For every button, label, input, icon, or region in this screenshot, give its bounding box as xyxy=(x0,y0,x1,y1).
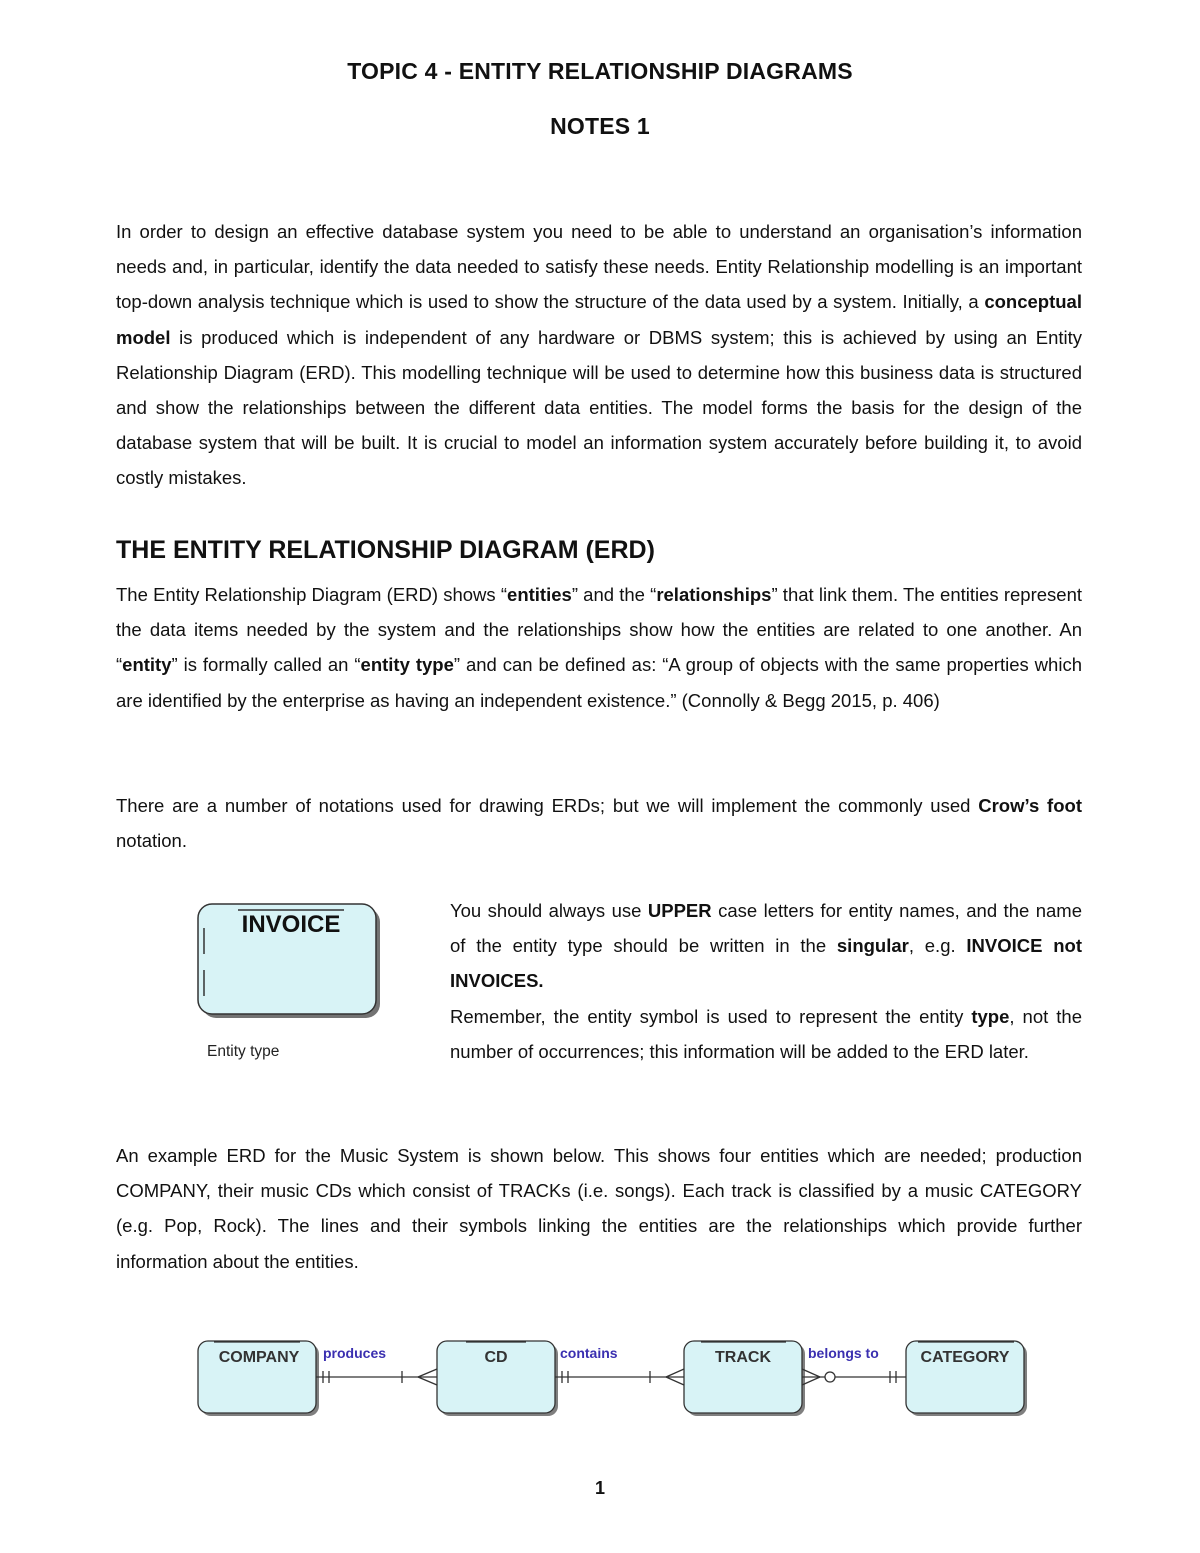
relationship-label-belongs-to: belongs to xyxy=(808,1345,879,1361)
notation-paragraph: There are a number of notations used for drawing ERDs; but we will implement the commonly used Crow’s foot notation. xyxy=(116,795,1082,852)
entity-cd xyxy=(437,1341,558,1416)
entity-name: INVOICE xyxy=(241,911,341,938)
bold-term: INVOICE not INVOICES. xyxy=(450,935,1082,992)
entity-label: COMPANY xyxy=(218,1349,300,1366)
entity-label: CATEGORY xyxy=(920,1349,1010,1366)
entity-symbol-figure xyxy=(196,898,386,1028)
relationship-label-produces: produces xyxy=(323,1345,387,1361)
erd-definition-paragraph: The Entity Relationship Diagram (ERD) shows “entities” and the “relationships” that link them. The entities represent the data items needed by the system and the relationships show how the entities are related to one another. An “entity” is formally called an “entity type” and can be defined as: “A group of objects with the same properties which are identified by the enterprise as having an independent existence.” (Connolly & Begg 2015, p. 406) xyxy=(116,584,1082,711)
bold-term: Crow’s foot xyxy=(978,795,1082,816)
document-title: TOPIC 4 - ENTITY RELATIONSHIP DIAGRAMS xyxy=(347,58,853,84)
page-number: 1 xyxy=(594,1478,605,1498)
bold-term: relationships xyxy=(656,584,772,605)
entity-category xyxy=(906,1341,1027,1416)
relationship-label-contains: contains xyxy=(560,1345,618,1361)
document-subtitle: NOTES 1 xyxy=(550,113,650,139)
example-paragraph: An example ERD for the Music System is shown below. This shows four entities which are needed; production COMPANY, their music CDs which consist of TRACKs (i.e. songs). Each track is classified by a music CATEGORY (e.g. Pop, Rock). The lines and their symbols linking the entities are the relationships which provide further information about the entities. xyxy=(116,1145,1082,1272)
entity-naming-paragraph: You should always use UPPER case letters for entity names, and the name of the entity type should be written in the singular, e.g. INVOICE not INVOICES. Remember, the entity symbol is used to represent the entity type, not the number of occurrences; this information will be added to the ERD later. xyxy=(450,900,1083,1062)
bold-term: UPPER xyxy=(647,900,712,921)
intro-paragraph: In order to design an effective database system you need to be able to understand an organisation’s information needs and, in particular, identify the data needed to satisfy these needs. Entity Relationship modelling is an important top-down analysis technique which is used to show the structure of the data used by a system. Initially, a conceptual model is produced which is independent of any hardware or DBMS system; this is achieved by using an Entity Relationship Diagram (ERD). This modelling technique will be used to determine how this business data is structured and show the relationships between the different data entities. The model forms the basis for the design of the database system that will be built. It is crucial to model an information system accurately before building it, to avoid costly mistakes. xyxy=(116,221,1082,489)
bold-term: entities xyxy=(507,584,572,605)
entity-track xyxy=(684,1341,805,1416)
relationship-lines xyxy=(316,1369,906,1385)
bold-term: type xyxy=(971,1005,1010,1027)
music-system-erd xyxy=(196,1336,1036,1426)
bold-term: entity type xyxy=(360,654,454,676)
section-heading: THE ENTITY RELATIONSHIP DIAGRAM (ERD) xyxy=(116,536,655,564)
entity-label: CD xyxy=(484,1349,508,1366)
entity-company xyxy=(198,1341,319,1416)
bold-term: entity xyxy=(122,654,172,676)
entity-label: TRACK xyxy=(715,1349,771,1366)
bold-term: singular xyxy=(836,935,909,957)
entity-caption: Entity type xyxy=(207,1043,280,1060)
bold-term: conceptual model xyxy=(116,291,1082,348)
